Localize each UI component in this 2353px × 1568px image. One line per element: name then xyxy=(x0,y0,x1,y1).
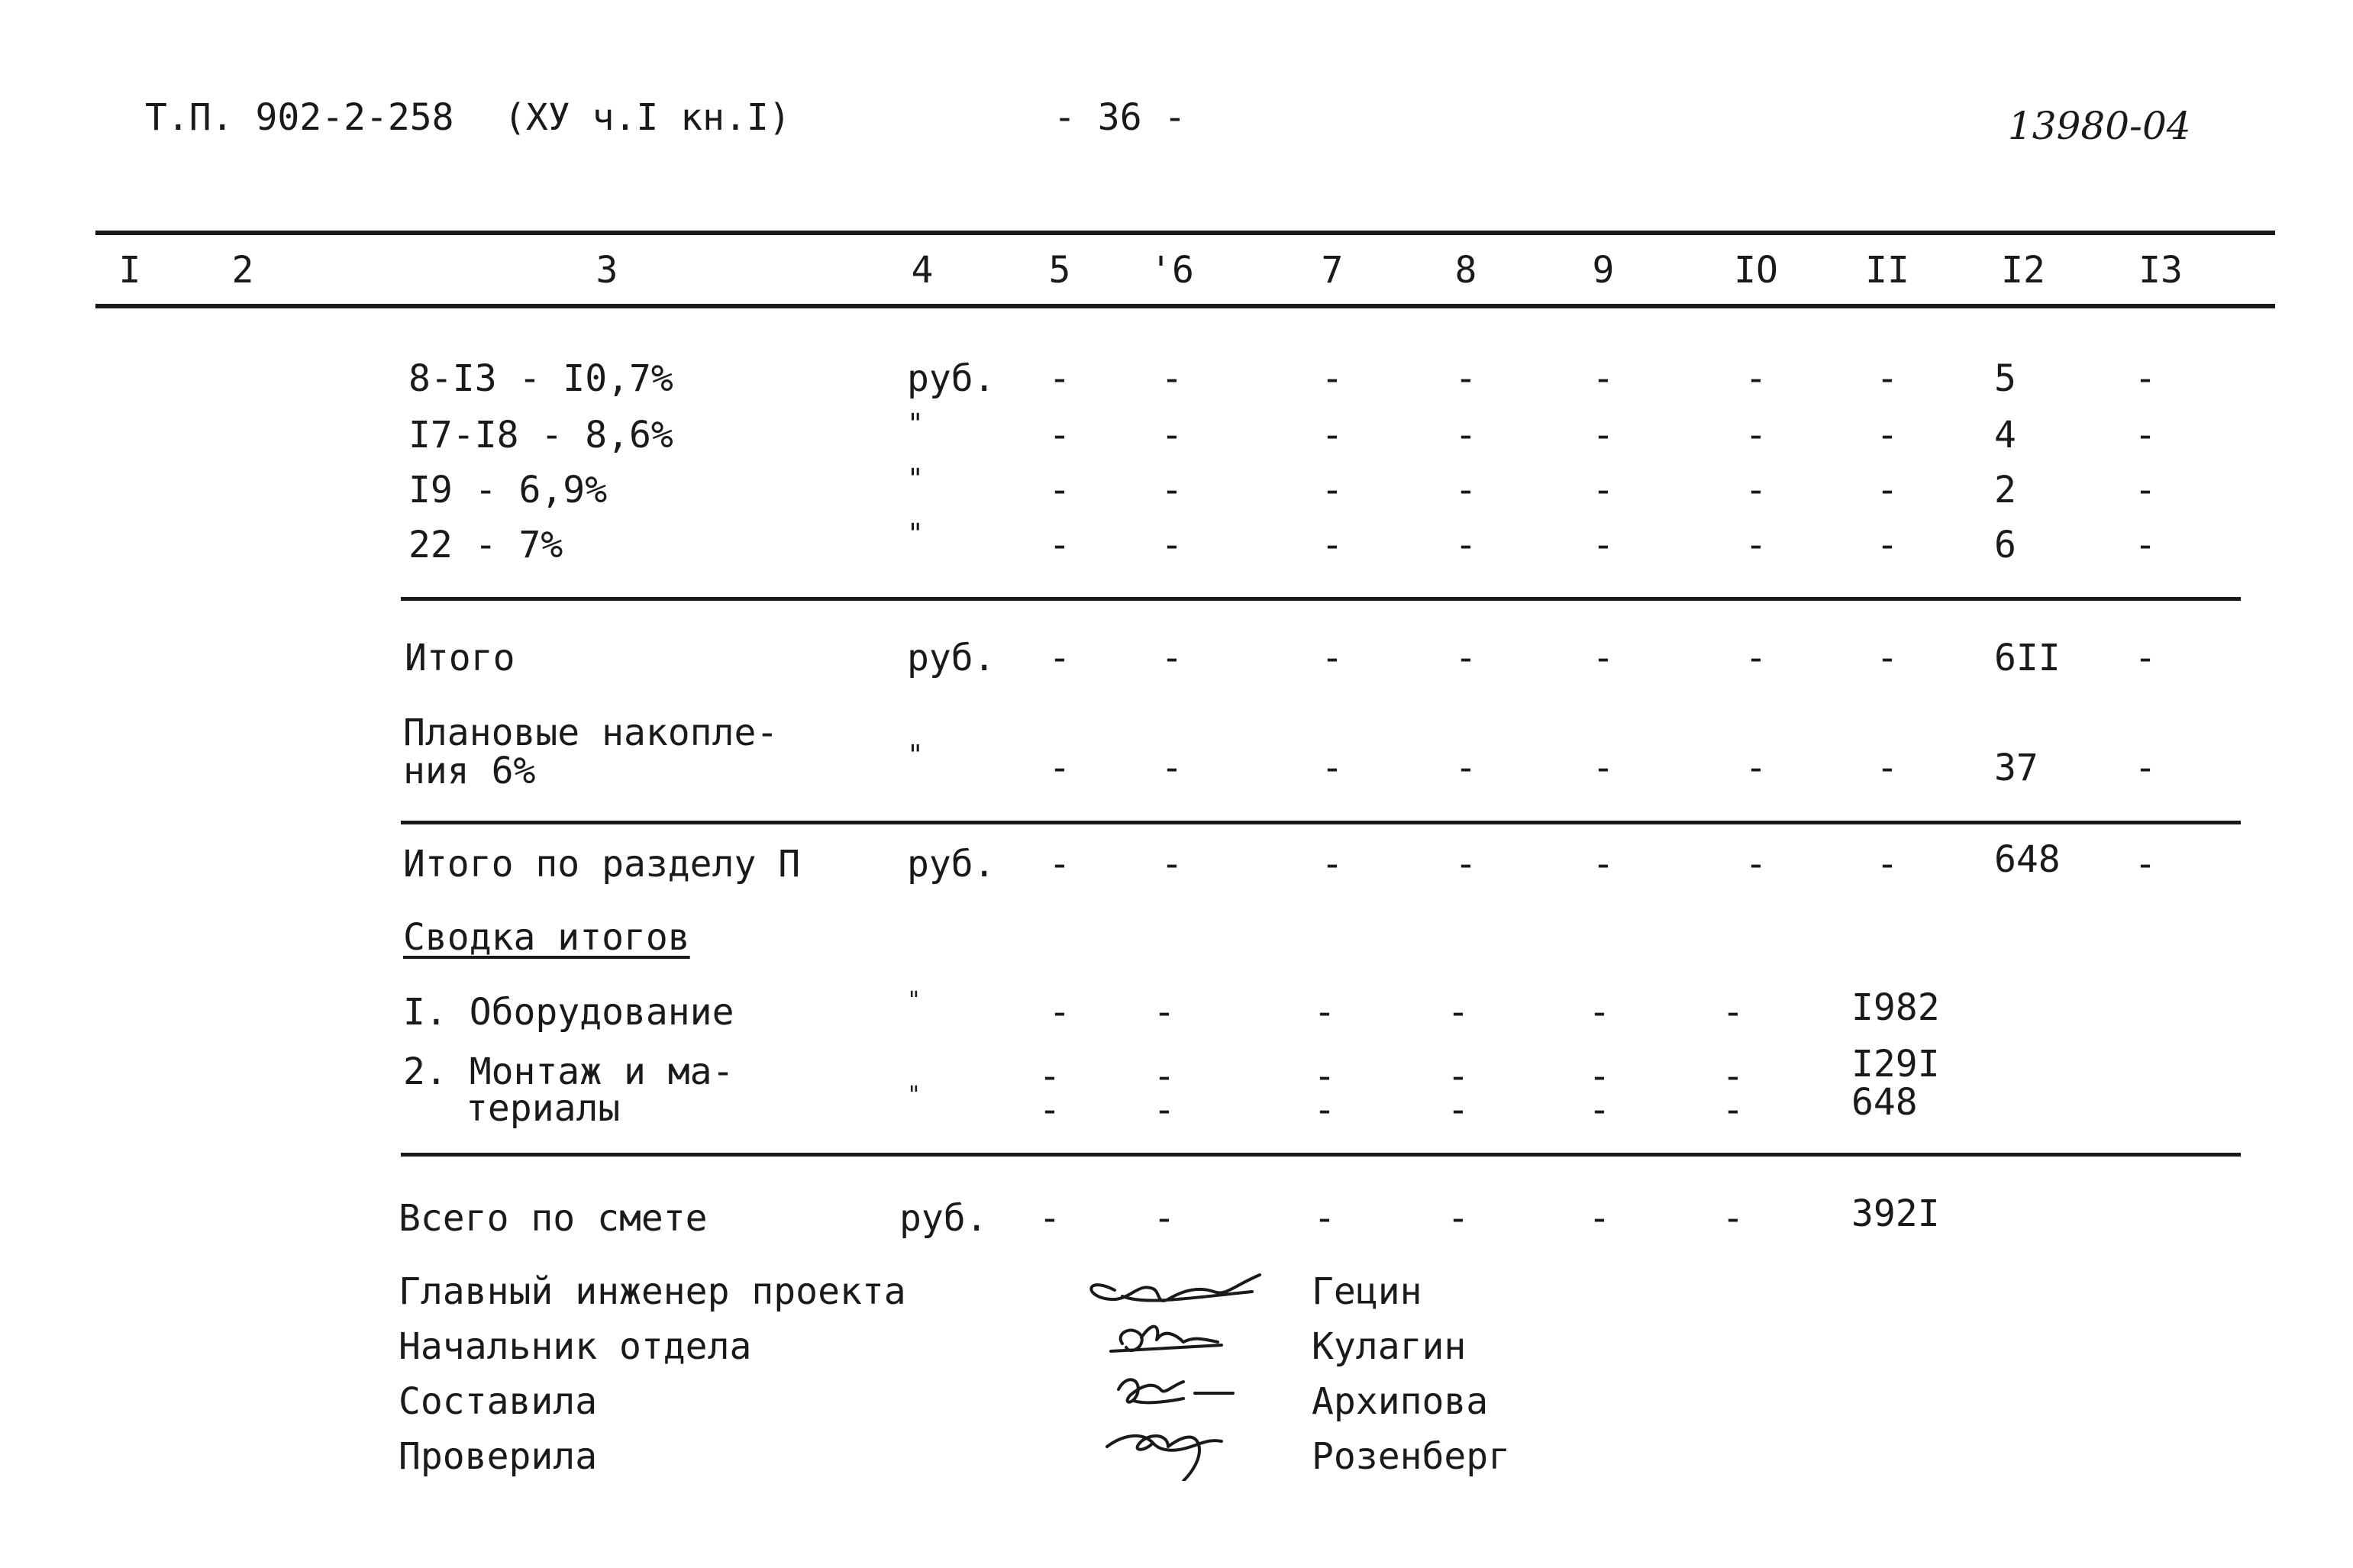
handwritten-signatures xyxy=(1069,1252,1290,1481)
dash-cell: - xyxy=(1588,1197,1611,1240)
ditto-mark: " xyxy=(907,518,924,550)
value-cell: 6II xyxy=(1994,637,2061,679)
column-number: I3 xyxy=(2138,249,2183,292)
dash-cell: - xyxy=(1876,747,1899,789)
value-cell: I29I xyxy=(1851,1043,1940,1086)
dash-cell: - xyxy=(1876,469,1899,511)
row-label-continued: ния 6% xyxy=(403,750,536,792)
dash-cell: - xyxy=(1313,1089,1336,1131)
unit-cell: руб. xyxy=(907,637,996,679)
dash-cell: - xyxy=(1160,843,1183,886)
dash-cell: - xyxy=(1321,747,1344,789)
dash-cell: - xyxy=(1454,414,1477,457)
dash-cell: - xyxy=(1722,1055,1745,1098)
page-number: - 36 - xyxy=(1054,96,1186,139)
dash-cell: - xyxy=(1048,991,1071,1034)
row-label: I. Оборудование xyxy=(403,991,734,1034)
table-top-rule xyxy=(95,231,2275,235)
dash-cell: - xyxy=(1454,524,1477,566)
archive-stamp: 13980-04 xyxy=(2008,104,2191,148)
dash-cell: - xyxy=(1048,357,1071,400)
dash-cell: - xyxy=(1048,747,1071,789)
dash-cell: - xyxy=(1876,524,1899,566)
summary-heading: Сводка итогов xyxy=(403,916,690,959)
dash-cell: - xyxy=(1313,1055,1336,1098)
dash-cell: - xyxy=(1321,524,1344,566)
dash-cell: - xyxy=(1313,1197,1336,1240)
dash-cell: - xyxy=(1048,524,1071,566)
signature-role: Главный инженер проекта xyxy=(399,1270,906,1313)
dash-cell: - xyxy=(1588,1089,1611,1131)
dash-cell: - xyxy=(1048,469,1071,511)
dash-cell: - xyxy=(1745,414,1767,457)
dash-cell: - xyxy=(1454,469,1477,511)
document-code: Т.П. 902-2-258 xyxy=(145,96,454,139)
dash-cell: - xyxy=(1160,469,1183,511)
dash-cell: - xyxy=(1592,414,1615,457)
dash-cell: - xyxy=(1321,414,1344,457)
ditto-mark: " xyxy=(907,463,924,495)
section-total-rule xyxy=(401,821,2241,824)
dash-cell: - xyxy=(1745,637,1767,679)
dash-cell: - xyxy=(2134,469,2157,511)
value-cell: 648 xyxy=(1994,838,2061,881)
dash-cell: - xyxy=(1722,1197,1745,1240)
row-label: 2. Монтаж и ма- xyxy=(403,1050,734,1093)
row-label: Плановые накопле- xyxy=(403,711,779,754)
subtotal-rule xyxy=(401,597,2241,601)
row-label: Всего по смете xyxy=(399,1197,708,1240)
row-label: 22 - 7% xyxy=(408,524,563,566)
dash-cell: - xyxy=(1038,1055,1061,1098)
dash-cell: - xyxy=(1592,524,1615,566)
dash-cell: - xyxy=(1592,843,1615,886)
ditto-mark: " xyxy=(907,1082,922,1108)
dash-cell: - xyxy=(1592,747,1615,789)
dash-cell: - xyxy=(1160,524,1183,566)
value-cell: 4 xyxy=(1994,414,2016,457)
dash-cell: - xyxy=(1038,1089,1061,1131)
column-number: 9 xyxy=(1592,249,1615,292)
row-label: 8-I3 - I0,7% xyxy=(408,357,673,400)
value-cell: I982 xyxy=(1851,986,1940,1029)
dash-cell: - xyxy=(1321,357,1344,400)
dash-cell: - xyxy=(1876,357,1899,400)
signature-role: Составила xyxy=(399,1380,598,1423)
dash-cell: - xyxy=(1454,357,1477,400)
dash-cell: - xyxy=(1592,357,1615,400)
dash-cell: - xyxy=(1321,637,1344,679)
dash-cell: - xyxy=(1160,357,1183,400)
dash-cell: - xyxy=(1722,991,1745,1034)
ditto-mark: " xyxy=(907,408,924,440)
dash-cell: - xyxy=(1745,357,1767,400)
signature-role: Начальник отдела xyxy=(399,1325,752,1368)
dash-cell: - xyxy=(1876,414,1899,457)
dash-cell: - xyxy=(1876,637,1899,679)
dash-cell: - xyxy=(1722,1089,1745,1131)
value-cell: 5 xyxy=(1994,357,2016,400)
signature-name: Кулагин xyxy=(1312,1325,1467,1368)
column-number: II xyxy=(1865,249,1909,292)
dash-cell: - xyxy=(2134,524,2157,566)
volume-label: (ХУ ч.I кн.I) xyxy=(504,96,791,139)
dash-cell: - xyxy=(1454,843,1477,886)
dash-cell: - xyxy=(1876,843,1899,886)
unit-cell: руб. xyxy=(899,1197,988,1240)
column-number: 7 xyxy=(1321,249,1344,292)
dash-cell: - xyxy=(1592,637,1615,679)
column-number: '6 xyxy=(1150,249,1194,292)
column-number: I2 xyxy=(2001,249,2045,292)
dash-cell: - xyxy=(1447,1197,1470,1240)
dash-cell: - xyxy=(1313,991,1336,1034)
dash-cell: - xyxy=(1321,843,1344,886)
dash-cell: - xyxy=(1048,843,1071,886)
dash-cell: - xyxy=(2134,747,2157,789)
row-label-continued: териалы xyxy=(466,1087,621,1130)
dash-cell: - xyxy=(1745,524,1767,566)
dash-cell: - xyxy=(1745,843,1767,886)
value-cell: 648 xyxy=(1851,1081,1918,1124)
dash-cell: - xyxy=(2134,637,2157,679)
dash-cell: - xyxy=(1321,469,1344,511)
dash-cell: - xyxy=(1038,1197,1061,1240)
column-number: 2 xyxy=(231,249,254,292)
dash-cell: - xyxy=(1745,747,1767,789)
ditto-mark: " xyxy=(907,987,922,1014)
column-number: 4 xyxy=(911,249,934,292)
value-cell: 37 xyxy=(1994,747,2038,789)
dash-cell: - xyxy=(1745,469,1767,511)
dash-cell: - xyxy=(1153,1197,1176,1240)
column-number: IO xyxy=(1734,249,1778,292)
column-number: I xyxy=(118,249,141,292)
dash-cell: - xyxy=(1048,637,1071,679)
column-number: 5 xyxy=(1048,249,1071,292)
column-number: 8 xyxy=(1454,249,1477,292)
dash-cell: - xyxy=(1454,747,1477,789)
value-cell: 392I xyxy=(1851,1192,1940,1235)
dash-cell: - xyxy=(1447,1089,1470,1131)
dash-cell: - xyxy=(1447,991,1470,1034)
dash-cell: - xyxy=(1160,414,1183,457)
dash-cell: - xyxy=(2134,357,2157,400)
dash-cell: - xyxy=(1592,469,1615,511)
row-label: I9 - 6,9% xyxy=(408,469,608,511)
signature-name: Гецин xyxy=(1312,1270,1422,1313)
value-cell: 6 xyxy=(1994,524,2016,566)
row-label: Итого xyxy=(405,637,515,679)
value-cell: 2 xyxy=(1994,469,2016,511)
dash-cell: - xyxy=(1588,991,1611,1034)
ditto-mark: " xyxy=(907,740,924,771)
dash-cell: - xyxy=(1153,1055,1176,1098)
row-label: Итого по разделу П xyxy=(403,843,801,886)
dash-cell: - xyxy=(1160,637,1183,679)
dash-cell: - xyxy=(1588,1055,1611,1098)
signature-role: Проверила xyxy=(399,1435,598,1478)
column-number: 3 xyxy=(596,249,618,292)
table-header-rule xyxy=(95,304,2275,308)
signature-name: Архипова xyxy=(1312,1380,1489,1423)
unit-cell: руб. xyxy=(907,357,996,400)
dash-cell: - xyxy=(2134,843,2157,886)
dash-cell: - xyxy=(1153,1089,1176,1131)
dash-cell: - xyxy=(1160,747,1183,789)
signature-name: Розенберг xyxy=(1312,1435,1511,1478)
row-label: I7-I8 - 8,6% xyxy=(408,414,673,457)
dash-cell: - xyxy=(1454,637,1477,679)
dash-cell: - xyxy=(1153,991,1176,1034)
unit-cell: руб. xyxy=(907,843,996,886)
dash-cell: - xyxy=(1048,414,1071,457)
grand-total-rule xyxy=(401,1153,2241,1157)
dash-cell: - xyxy=(2134,414,2157,457)
dash-cell: - xyxy=(1447,1055,1470,1098)
